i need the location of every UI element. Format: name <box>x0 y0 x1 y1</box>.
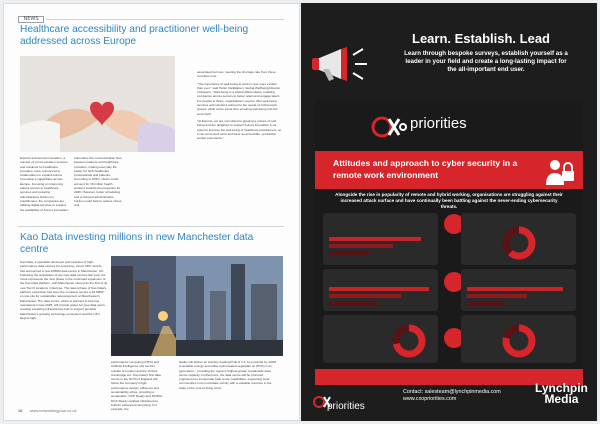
divider <box>18 226 284 227</box>
stat-panel <box>323 269 438 311</box>
stat-bar <box>329 301 377 305</box>
infographic-poster <box>315 101 583 385</box>
skyline-illustration <box>176 256 283 356</box>
donut-chart <box>391 323 427 359</box>
article-column-1: Kao Data, a specialist developer and operator of high-performance data centres for enterprise, cloud, HPC and AI, has announced a new £350M data centre in Manchester, UK. Following the acquisition of two new data centres last year, the move represents the next phase in the continued expansion of the Kao Data platform, with Manchester named as the first of its new Tier III locations in Europe. The latest phase of Kao Data's platform expansion has seen the company secure a 16.5MW* on-site site for sustainable redevelopment at Manchester's Manchester. The data centre, which is planned to become operational in late 2025, will provide space for new data users, creating a leading infrastructure hub to support possible Manchester's growing technology ecosystem and the UK's largest high- <box>20 260 108 320</box>
poster-title-band <box>315 151 583 189</box>
section-tag: NEWS <box>18 16 44 23</box>
article-column-2: performance computing (HPC) and Artificial Intelligence (AI) sectors outside of London and the Oxford-Cambridge arc. Kao Data's first data centre in the North of England will follow the company's high-performance design, efficiency and sustainability ethos, providing a sustainable, OCP Ready and NVIDIA DGX Ready certified infrastructure built for advanced computing. For example, the <box>111 360 162 412</box>
poster-intro: Alongside the rise in popularity of remote and hybrid working, organisations are struggling against their increased attack surface and have continually been battling against the never-ending cybersecurity threats. <box>335 192 563 209</box>
stat-bar <box>329 237 421 241</box>
article-column-3: associated burnout, meeting the shortage rate from these countries now. "The importance of well-being at work is now more evident than ever," said Helén Kärkkäinen, Global Wellbeing Director of Experts. "Well-being is a critical differentiator, enabling companies across sectors to better retain and engage talent. For people to thrive, organisations need to offer well-being services and solutions tailored to the needs of critical work groups, while at the same time ensuring well-being into the work itself. "At Experts, we are committed to growing a culture of well-being and are delighted to support Aurora Innovation in its quest to improve the well-being of healthcare practitioners, so it can do its best work and have an accessible, productive worker experience." <box>197 70 282 141</box>
poster-title: Attitudes and approach to cyber security in a remote work environment <box>333 158 518 180</box>
editorial-page <box>3 3 300 421</box>
donut-chart <box>501 323 537 359</box>
photo-hands-heart <box>20 56 175 152</box>
contact-block <box>403 389 543 403</box>
stat-panel <box>461 213 576 265</box>
ad-headline: Learn. Establish. Lead <box>412 31 550 46</box>
article-headline-kao-data: Kao Data investing millions in new Manchester data centre <box>20 232 254 255</box>
article-column-1: Experts and Aurora Innovation, a number of communication services and solutions for healthcare providers, have announced a collaboration to expand Aurora Innovation's capabilities across Europe. Focusing on improving patient access to healthcare services and reducing administrative burden on practitioners, the companies are utilising digital services to expand the availability of Aurora Innovation. <box>20 156 69 212</box>
stat-panel <box>461 315 576 363</box>
publication-url: www.networkingplus.co.uk <box>29 408 77 413</box>
stat-bar <box>467 287 563 291</box>
megaphone-icon <box>311 43 371 85</box>
stat-bar <box>329 251 369 255</box>
stat-panel <box>323 315 438 363</box>
stat-panel <box>461 269 576 311</box>
article-column-2: automates the communication flow between patients and healthcare providers, making everyday life easier for both healthcare professionals and patients. According to WHO, clinics could account for 18 million health workers towards the projection for 2030. However, better scheduling and a reduced administrative burden could help to reduce stress and <box>74 156 122 208</box>
stat-bar <box>329 294 401 298</box>
advert-page <box>301 3 597 421</box>
contact-email[interactable]: Contact: salesteam@lynchpinmedia.com <box>403 389 501 395</box>
article-headline-healthcare: Healthcare accessibility and practitioner well-being addressed across Europe <box>20 24 249 47</box>
page-footer <box>18 408 77 413</box>
poster-logo-text: priorities <box>410 115 467 132</box>
stat-panel <box>323 213 438 265</box>
page-number: 16 <box>18 408 23 413</box>
brand-line-1: Lynchpin <box>535 381 588 395</box>
photo-manchester-skyline <box>176 256 283 356</box>
ad-subheadline: Learn through bespoke surveys, establish yourself as a leader in your field and create a long-lasting impact for the all-important end user. <box>404 50 568 74</box>
stat-bar <box>329 244 393 248</box>
divider <box>46 19 284 20</box>
lynchpin-media-logo <box>535 383 588 405</box>
brand-line-2: Media <box>544 392 579 406</box>
stat-bar <box>329 287 429 291</box>
stat-bar <box>467 294 527 298</box>
footer-logo-text: priorities <box>327 401 365 412</box>
contact-website[interactable]: www.cxopriorities.com <box>403 396 457 402</box>
cxo-logo-icon <box>371 113 407 141</box>
hands-heart-illustration <box>20 56 175 152</box>
stat-bar <box>467 301 503 305</box>
donut-chart <box>501 225 537 261</box>
article-column-3: facility will deliver an industry leading PUE of 1.2, be powered by 100% renewable energy and utilise hydrotreated vegetable oil (HVO) in its generators – providing the region's highest-grade, sustainable data centre capacity. Furthermore, the data centre will be procured engineered to incorporate heat reuse capabilities, supporting local communities in its immediate vicinity with a valuable resource in the wake of the cost-of-living crisis. <box>179 360 277 390</box>
padlock-user-icon <box>543 155 575 187</box>
